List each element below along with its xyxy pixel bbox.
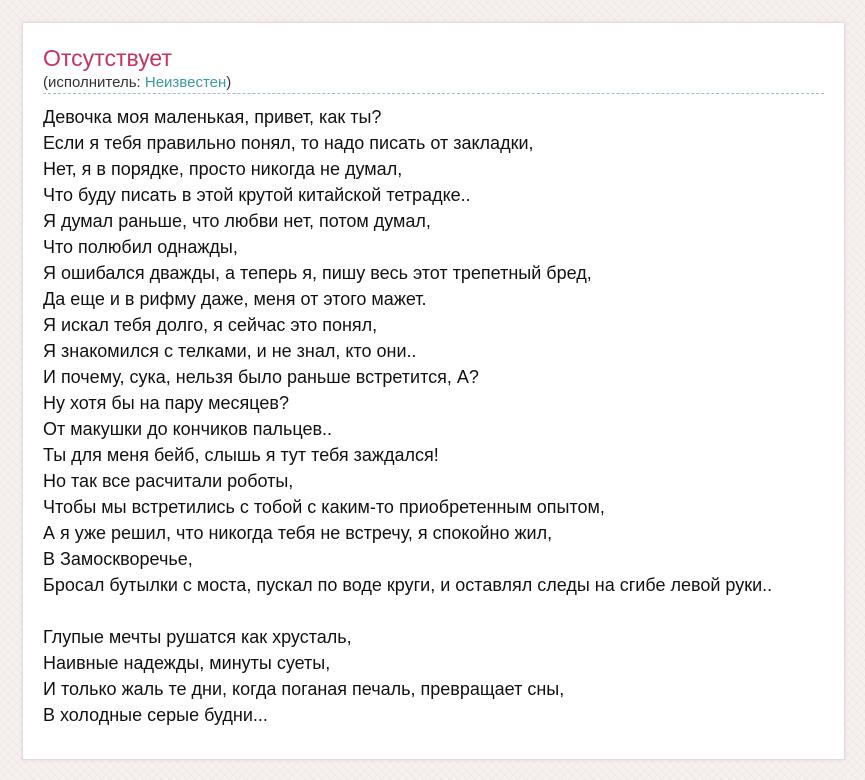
lyric-line: В холодные серые будни...: [43, 705, 268, 725]
lyric-line: Что буду писать в этой крутой китайской тетрадке..: [43, 185, 471, 205]
lyric-line: Что полюбил однажды,: [43, 237, 238, 257]
lyric-line: А я уже решил, что никогда тебя не встречу, я спокойно жил,: [43, 523, 553, 543]
lyrics-card: [22, 22, 845, 760]
lyric-line: Я знакомился с телками, и не знал, кто они..: [43, 341, 417, 361]
lyric-line: Я думал раньше, что любви нет, потом думал,: [43, 211, 431, 231]
artist-link[interactable]: Неизвестен: [144, 74, 227, 91]
lyric-line: Нет, я в порядке, просто никогда не думал,: [43, 159, 403, 179]
artist-suffix: ): [226, 74, 232, 91]
lyric-line: Я ошибался дважды, а теперь я, пишу весь этот трепетный бред,: [43, 263, 592, 283]
song-title: Отсутствует: [43, 45, 172, 71]
lyric-line: Ну хотя бы на пару месяцев?: [43, 393, 289, 413]
lyric-line: В Замоскворечье,: [43, 549, 193, 569]
lyric-line: И почему, сука, нельзя было раньше встретится, А?: [43, 367, 479, 387]
lyric-line: Если я тебя правильно понял, то надо писать от закладки,: [43, 133, 534, 153]
lyric-line: Ты для меня бейб, слышь я тут тебя заждался!: [43, 445, 439, 465]
lyric-line: От макушки до кончиков пальцев..: [43, 419, 333, 439]
lyric-line: Чтобы мы встретились с тобой с каким-то приобретенным опытом,: [43, 497, 605, 517]
title-divider: [43, 93, 824, 94]
lyric-line: Девочка моя маленькая, привет, как ты?: [43, 107, 382, 127]
artist-line: [43, 73, 231, 93]
lyric-line: Да еще и в рифму даже, меня от этого мажет.: [43, 289, 427, 309]
lyric-line: Но так все расчитали роботы,: [43, 471, 294, 491]
stanza-break: [43, 598, 845, 624]
lyric-line: Наивные надежды, минуты суеты,: [43, 653, 331, 673]
lyric-line: И только жаль те дни, когда поганая печаль, превращает сны,: [43, 679, 565, 699]
lyric-line: Бросал бутылки с моста, пускал по воде круги, и оставлял следы на сгибе левой руки..: [43, 575, 773, 595]
lyric-line: Я искал тебя долго, я сейчас это понял,: [43, 315, 378, 335]
artist-prefix: (исполнитель:: [43, 74, 145, 91]
lyrics-text: [43, 104, 845, 728]
lyric-line: Глупые мечты рушатся как хрусталь,: [43, 627, 352, 647]
